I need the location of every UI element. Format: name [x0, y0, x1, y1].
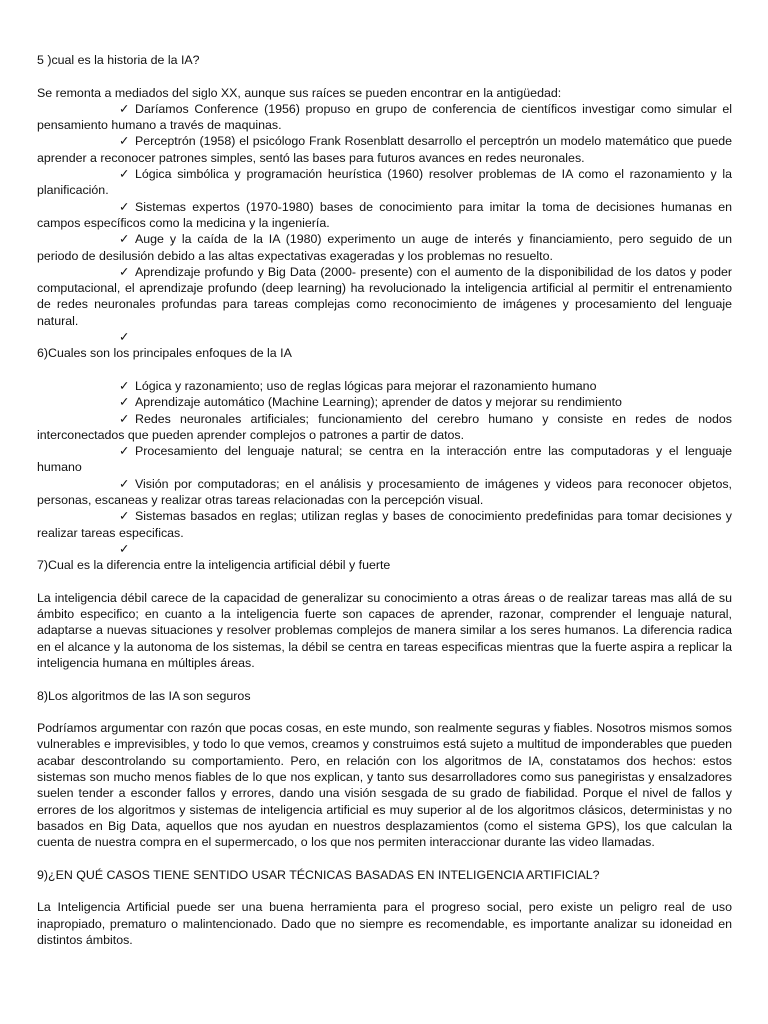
checkmark-icon: ✓ — [119, 166, 130, 182]
q7-body: La inteligencia débil carece de la capacidad de generalizar su conocimiento a otras áreas o de realizar tareas mas allá de su ámbito especifico; en cuanto a la inteligencia fuerte son capaces de aprender, razonar, comprender el lenguaje natural, adaptarse a nuevas situaciones y resolver problemas complejos de manera similar a los seres humanos. La diferencia radica en el alcance y la autonoma de los sistemas, la débil se centra en tareas especificas mientras que la fuerte aspira a replicar la inteligencia humana en múltiples áreas. — [37, 590, 732, 670]
q5-heading: 5 )cual es la historia de la IA? — [37, 53, 200, 67]
q6-heading: 6)Cuales son los principales enfoques de la IA — [37, 346, 292, 361]
q6-item-4: ✓ Procesamiento del lenguaje natural; se centra en la interacción entre las computadoras y el lenguaje humano — [37, 443, 732, 475]
checkmark-icon: ✓ — [119, 475, 130, 491]
q8-body: Podríamos argumentar con razón que pocas cosas, en este mundo, son realmente seguras y fiables. Nosotros mismos somos vulnerables e imprevisibles, y todo lo que vemos, creamos y construimos está sujeto a multitud de imponderables que pueden acabar descontrolando su comportamiento. Pero, en relación con los algoritmos de IA, constatamos dos hechos: estos sistemas son mucho menos fiables de lo que nos explican, y tanto sus desarrolladores como sus panegiristas y ensalzadores suelen tender a esconder fallos y errores, dando una visión sesgada de su grado de fiabilidad. Porque el nivel de fallos y errores de los algoritmos y sistemas de inteligencia artificial es muy superior al de los algoritmos clásicos, deterministas y no basados en Big Data, aquellos que nos ayudan en nuestros desplazamientos (como el sistema GPS), los que calculan la cuenta de nuestra compra en el supermercado, o los que nos permiten interaccionar durante las video llamadas. — [37, 721, 732, 850]
checkmark-icon: ✓ — [119, 394, 130, 410]
checkmark-icon: ✓ — [119, 133, 130, 149]
q5-item-3: ✓ Lógica simbólica y programación heurística (1960) resolver problemas de IA como el razonamiento y la planificación. — [37, 166, 732, 198]
q6-item-3: ✓ Redes neuronales artificiales; funcionamiento del cerebro humano y consiste en redes de nodos interconectados que pueden aprender complejos o patrones a partir de datos. — [37, 410, 732, 442]
checkmark-icon: ✓ — [119, 508, 130, 524]
checkmark-icon: ✓ — [119, 377, 130, 393]
checkmark-icon: ✓ — [119, 329, 130, 345]
q5-item-1: ✓ Daríamos Conference (1956) propuso en grupo de conferencia de científicos investigar como simular el pensamiento humano a través de maquinas. — [37, 100, 732, 133]
checkmark-icon: ✓ — [119, 410, 130, 426]
q9-body: La Inteligencia Artificial puede ser una buena herramienta para el progreso social, pero existe un peligro real de uso inapropiado, prematuro o malintencionado. Dado que no siempre es recomendable, es importante analizar su idoneidad en distintos ámbitos. — [37, 900, 732, 948]
q9-heading: 9)¿EN QUÉ CASOS TIENE SENTIDO USAR TÉCNICAS BASADAS EN INTELIGENCIA ARTIFICIAL? — [37, 867, 600, 882]
q5-item-5: ✓ Auge y la caída de la IA (1980) experimento un auge de interés y financiamiento, pero seguido de un periodo de desilusión debido a las altas expectativas exageradas y los problemas no resuelto. — [37, 231, 732, 263]
checkmark-icon: ✓ — [119, 443, 130, 459]
checkmark-icon: ✓ — [119, 100, 130, 116]
checkmark-icon: ✓ — [119, 263, 130, 279]
q6-empty-item — [37, 541, 732, 557]
q5-item-4: ✓ Sistemas expertos (1970-1980) bases de conocimiento para imitar la toma de decisiones humanas en campos específicos como la medicina y la ingeniería. — [37, 198, 732, 230]
checkmark-icon: ✓ — [119, 198, 130, 214]
q5-empty-item — [37, 329, 732, 345]
q5-intro: Se remonta a mediados del siglo XX, aunque sus raíces se pueden encontrar en la antigüedad: — [37, 85, 562, 100]
q6-item-6: ✓ Sistemas basados en reglas; utilizan reglas y bases de conocimiento predefinidas para tomar decisiones y realizar tareas especificas. — [37, 508, 732, 540]
document-body — [37, 52, 732, 948]
q6-item-2: ✓ Aprendizaje automático (Machine Learning); aprender de datos y mejorar su rendimiento — [119, 394, 622, 410]
checkmark-icon: ✓ — [119, 540, 130, 556]
q8-heading: 8)Los algoritmos de las IA son seguros — [37, 688, 251, 703]
q5-item-2: ✓ Perceptrón (1958) el psicólogo Frank Rosenblatt desarrollo el perceptrón un modelo matemático que puede aprender a reconocer patrones simples, sentó las bases para futuros avances en redes neuronales. — [37, 133, 732, 165]
q7-heading: 7)Cual es la diferencia entre la inteligencia artificial débil y fuerte — [37, 558, 391, 573]
q5-item-6: ✓ Aprendizaje profundo y Big Data (2000- presente) con el aumento de la disponibilidad de los datos y poder computacional, el aprendizaje profundo (deep learning) ha revolucionado la inteligencia artificial al permitir el entrenamiento de redes neuronales profundas para tareas complejas como reconocimiento de imágenes y procesamiento del lenguaje natural. — [37, 263, 732, 328]
checkmark-icon: ✓ — [119, 231, 130, 247]
q6-item-5: ✓ Visión por computadoras; en el análisis y procesamiento de imágenes y videos para reconocer objetos, personas, escaneas y realizar otras tareas relacionadas con la percepción visual. — [37, 475, 732, 508]
q6-item-1: ✓ Lógica y razonamiento; uso de reglas lógicas para mejorar el razonamiento humano — [119, 377, 597, 393]
